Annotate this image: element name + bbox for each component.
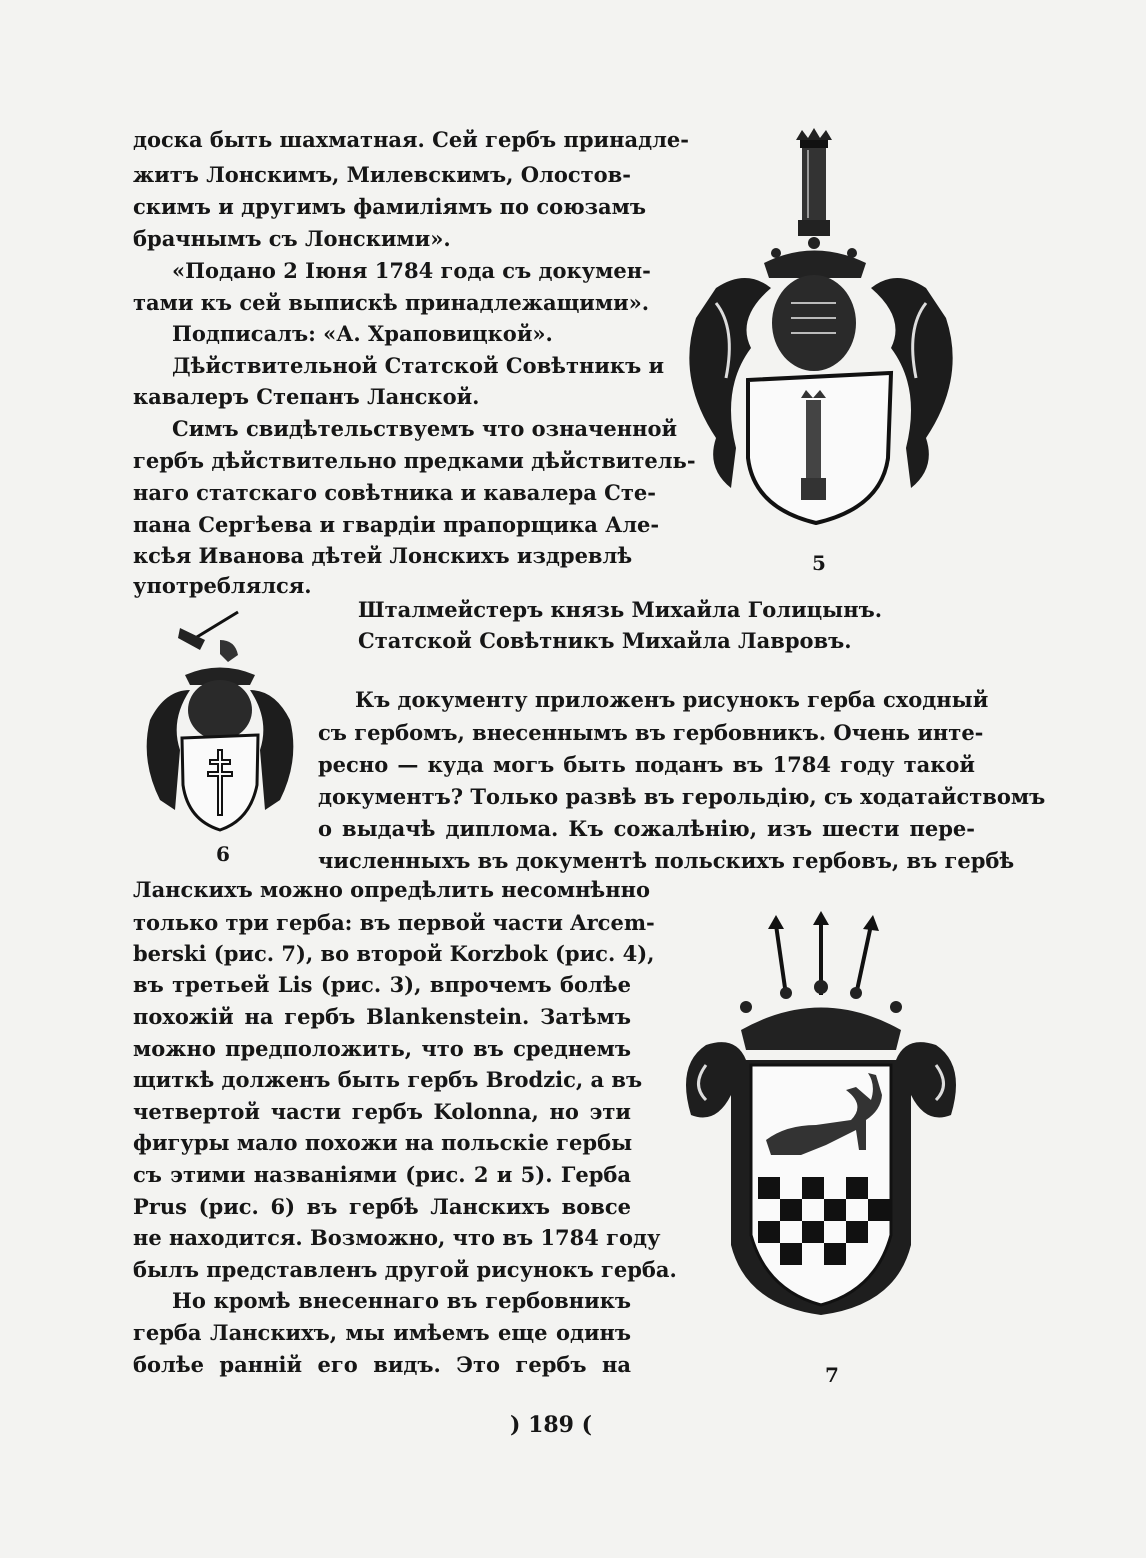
- bottom-column-line: фигуры мало похожи на польскіе гербы: [133, 1130, 633, 1155]
- signature-line: Шталмейстеръ князь Михайла Голицынъ.: [358, 597, 883, 622]
- bottom-column-line: съ этими названіями (рис. 2 и 5). Герба: [133, 1162, 631, 1187]
- top-column-line: гербъ дѣйствительно предками дѣйствитель-: [133, 448, 696, 473]
- top-column-line: употреблялся.: [133, 573, 312, 598]
- bottom-column-line: герба Ланскихъ, мы имѣемъ еще одинъ: [133, 1320, 631, 1345]
- top-column-line: «Подано 2 Іюня 1784 года съ докумен-: [172, 258, 651, 283]
- top-column-line: ксѣя Иванова дѣтей Лонскихъ издревлѣ: [133, 543, 633, 568]
- top-column-line: Дѣйствительной Статской Совѣтникъ и: [172, 353, 665, 378]
- top-column-line: скимъ и другимъ фамиліямъ по союзамъ: [133, 194, 647, 219]
- bottom-column-line: Prus (рис. 6) въ гербѣ Ланскихъ вовсе: [133, 1194, 631, 1219]
- page-number: ) 189 (: [510, 1412, 593, 1438]
- top-column-line: кавалеръ Степанъ Ланской.: [133, 384, 480, 409]
- bottom-column-line: болѣе ранній его видъ. Это гербъ на: [133, 1352, 631, 1377]
- top-column-line: брачнымъ съ Лонскими».: [133, 226, 451, 251]
- coat-of-arms-fig6-illustration: [140, 610, 300, 840]
- coat-of-arms-fig5-illustration: [676, 128, 966, 548]
- figure-7-caption: 7: [825, 1363, 839, 1387]
- top-column-line: Подписалъ: «А. Храповицкой».: [172, 321, 553, 346]
- middle-column-line: съ гербомъ, внесеннымъ въ гербовникъ. Очень инте-: [318, 720, 984, 745]
- top-column-line: тами къ сей выпискѣ принадлежащими».: [133, 290, 650, 315]
- bottom-column-line: четвертой части гербъ Kolonna, но эти: [133, 1099, 631, 1124]
- middle-column-line: Къ документу приложенъ рисунокъ герба сходный: [355, 687, 989, 712]
- coat-of-arms-fig7-illustration: [676, 915, 966, 1325]
- top-column-line: наго статскаго совѣтника и кавалера Сте-: [133, 480, 656, 505]
- figure-5-caption: 5: [812, 551, 826, 575]
- middle-column-line: ресно — куда могъ быть поданъ въ 1784 году такой: [318, 752, 975, 777]
- middle-column-line: о выдачѣ диплома. Къ сожалѣнію, изъ шести пере-: [318, 816, 975, 841]
- bottom-column-line: щиткѣ долженъ быть гербъ Brodzic, а въ: [133, 1067, 643, 1092]
- bottom-column-line: только три герба: въ первой части Arcem-: [133, 910, 655, 935]
- bottom-column-line: можно предположить, что въ среднемъ: [133, 1036, 631, 1061]
- figure-6-caption: 6: [216, 842, 230, 866]
- bottom-column-line: былъ представленъ другой рисунокъ герба.: [133, 1257, 677, 1282]
- bottom-column-line: похожій на гербъ Blankenstein. Затѣмъ: [133, 1004, 631, 1029]
- middle-column-line: документъ? Только развѣ въ герольдію, съ ходатайствомъ: [318, 784, 1046, 809]
- top-column-line: житъ Лонскимъ, Милевскимъ, Олостов-: [133, 162, 631, 187]
- signature-line: Статской Совѣтникъ Михайла Лавровъ.: [358, 628, 852, 653]
- bottom-column-line: въ третьей Lis (рис. 3), впрочемъ болѣе: [133, 972, 631, 997]
- bottom-column-line: Ланскихъ можно опредѣлить несомнѣнно: [133, 877, 650, 902]
- top-column-line: доска быть шахматная. Сей гербъ принадле-: [133, 127, 689, 152]
- middle-column-line: численныхъ въ документѣ польскихъ гербовъ, въ гербѣ: [318, 848, 1015, 873]
- bottom-column-line: Но кромѣ внесеннаго въ гербовникъ: [172, 1288, 631, 1313]
- top-column-line: пана Сергѣева и гвардіи прапорщика Але-: [133, 512, 660, 537]
- top-column-line: Симъ свидѣтельствуемъ что означенной: [172, 416, 678, 441]
- bottom-column-line: berski (рис. 7), во второй Korzbok (рис. 4),: [133, 941, 655, 966]
- bottom-column-line: не находится. Возможно, что въ 1784 году: [133, 1225, 661, 1250]
